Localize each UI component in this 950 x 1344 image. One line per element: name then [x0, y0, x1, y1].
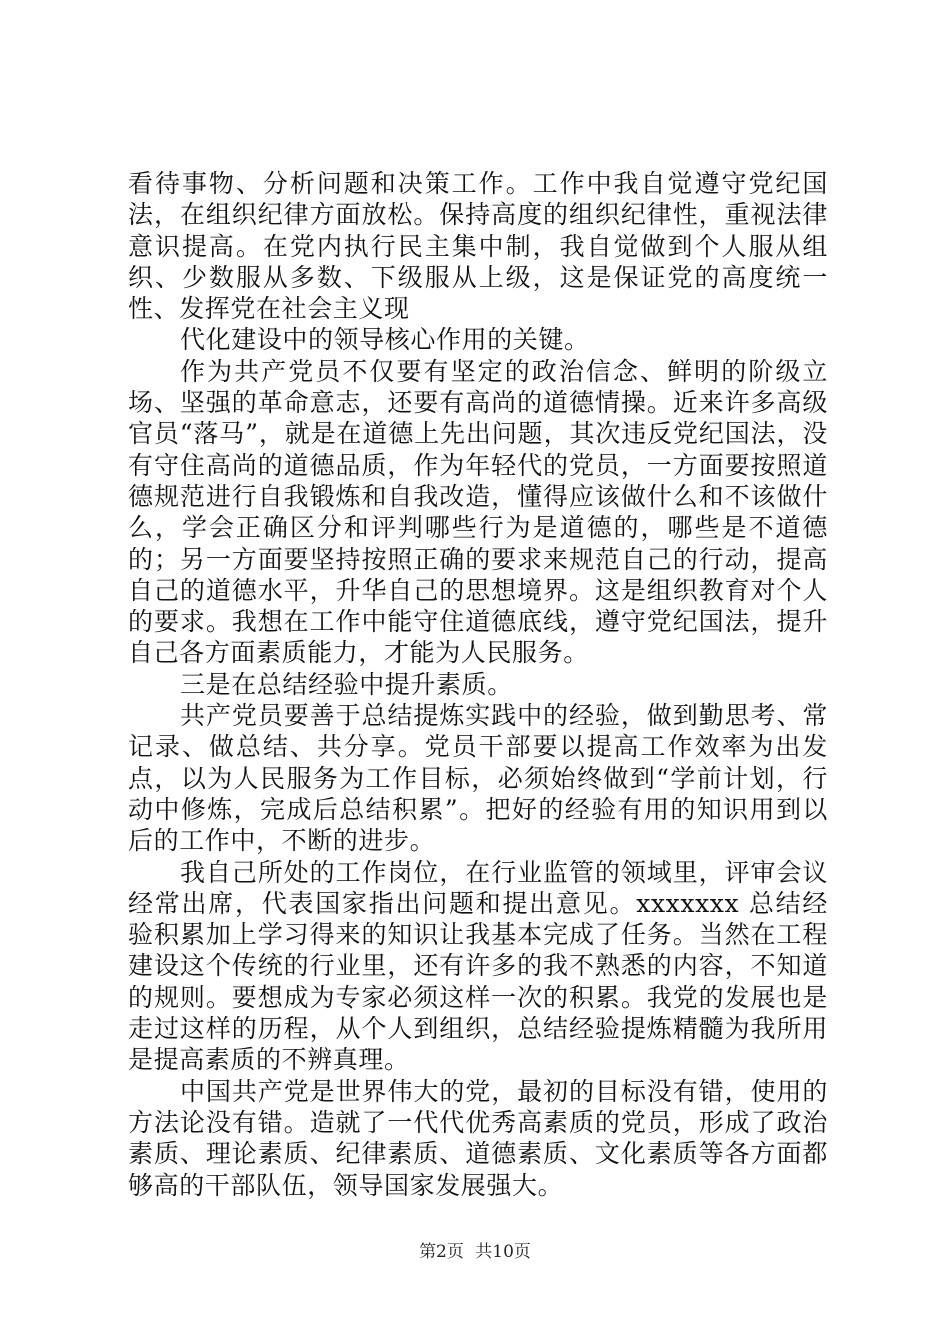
page-footer: [0, 1242, 950, 1262]
paragraph-3: 作为共产党员不仅要有坚定的政治信念、鲜明的阶级立场、坚强的革命意志，还要有高尚的道德情操。近来许多高级官员“落马”，就是在道德上先出问题，其次违反党纪国法，没有守住高尚的道德品质，作为年轻代的党员，一方面要按照道德规范进行自我锻炼和自我改造，懂得应该做什么和不该做什么，学会正确区分和评判哪些行为是道德的，哪些是不道德的；另一方面要坚持按照正确的要求来规范自己的行动，提高自己的道德水平，升华自己的思想境界。这是组织教育对个人的要求。我想在工作中能守住道德底线，遵守党纪国法，提升自己各方面素质能力，才能为人民服务。: [128, 356, 828, 668]
page-number-current: 第2页: [419, 1242, 464, 1262]
paragraph-1: 看待事物、分析问题和决策工作。工作中我自觉遵守党纪国法，在组织纪律方面放松。保持高度的组织纪律性，重视法律意识提高。在党内执行民主集中制，我自觉做到个人服从组织、少数服从多数、下级服从上级，这是保证党的高度统一性、发挥党在社会主义现: [128, 169, 828, 324]
page-number-total: 共10页: [475, 1242, 531, 1262]
paragraph-2: 代化建设中的领导核心作用的关键。: [180, 325, 590, 355]
paragraph-5: 共产党员要善于总结提炼实践中的经验，做到勤思考、常记录、做总结、共分享。党员干部要以提高工作效率为出发点，以为人民服务为工作目标，必须始终做到“学前计划，行动中修炼，完成后总结积累”。把好的经验有用的知识用到以后的工作中，不断的进步。: [128, 701, 828, 856]
paragraph-6: 我自己所处的工作岗位，在行业监管的领域里，评审会议经常出席，代表国家指出问题和提出意见。xxxxxxx 总结经验积累加上学习得来的知识让我基本完成了任务。当然在工程建设这个传统的行业里，还有许多的我不熟悉的内容，不知道的规则。要想成为专家必须这样一次的积累。我党的发展也是走过这样的历程，从个人到组织，总结经验提炼精髓为我所用是提高素质的不辨真理。: [128, 857, 828, 1075]
section-heading-3: 三是在总结经验中提升素质。: [180, 669, 513, 699]
paragraph-7: 中国共产党是世界伟大的党，最初的目标没有错，使用的方法论没有错。造就了一代代优秀高素质的党员，形成了政治素质、理论素质、纪律素质、道德素质、文化素质等各方面都够高的干部队伍，领导国家发展强大。: [128, 1076, 828, 1200]
document-body: [128, 168, 828, 1201]
